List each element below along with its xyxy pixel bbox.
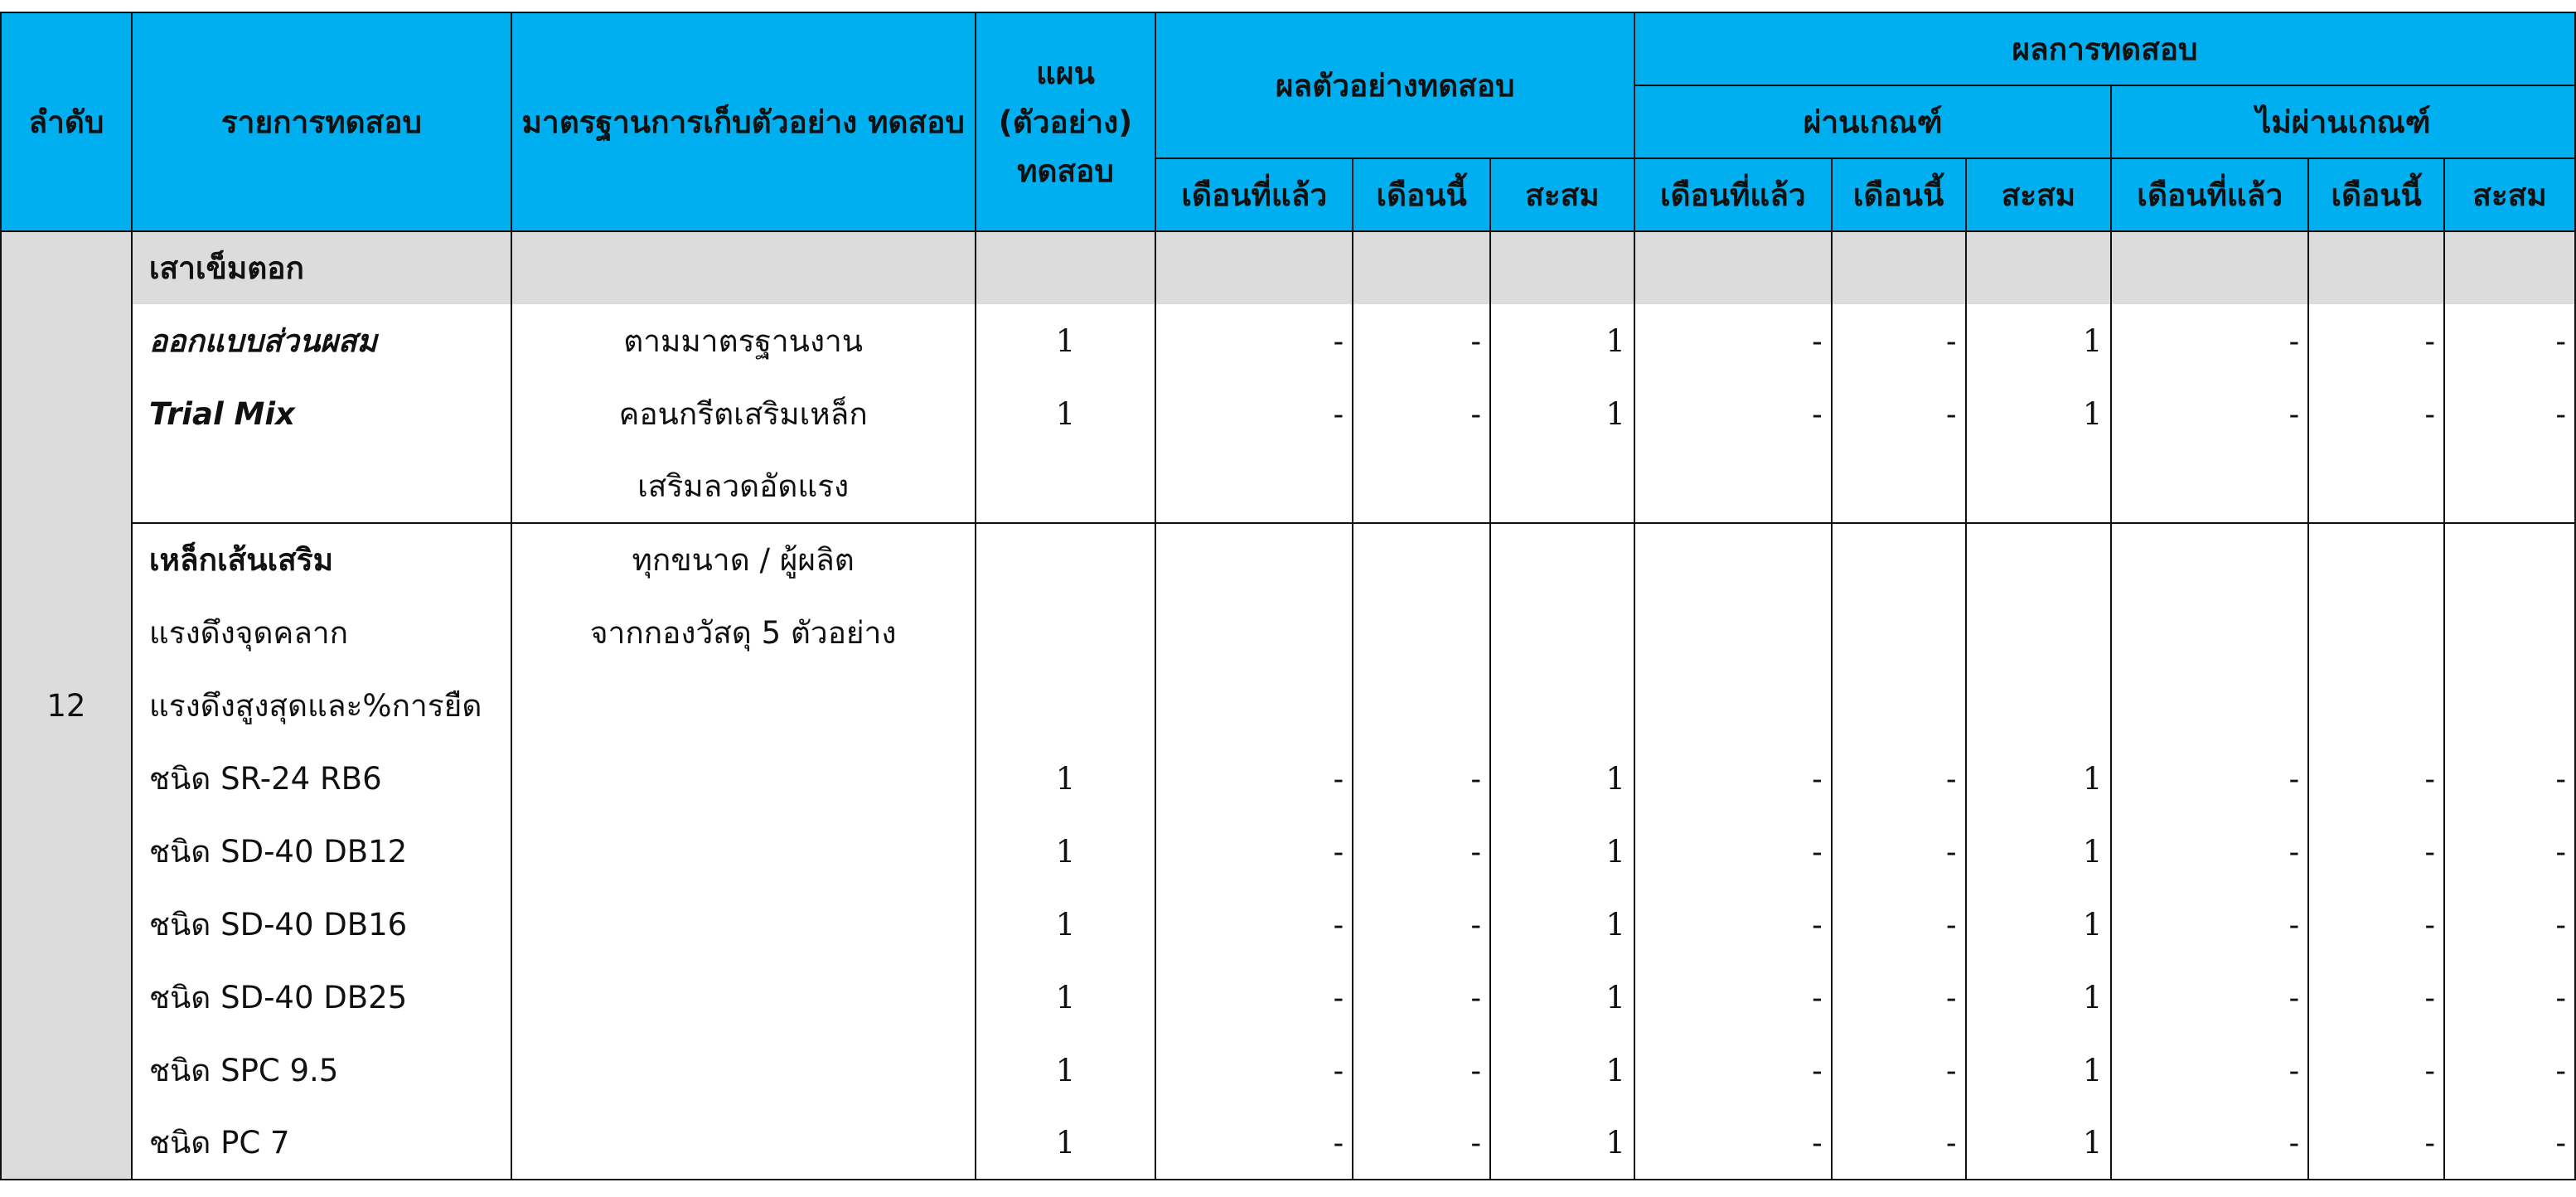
cell-sample-this-month: - — [1353, 377, 1490, 450]
cell-sample-last-month — [1155, 596, 1353, 669]
cell-pass-this-month: - — [1832, 1107, 1966, 1180]
cell-fail-this-month: - — [2308, 1107, 2444, 1180]
test-results-table — [0, 12, 2576, 1180]
cell-fail-this-month: - — [2308, 1034, 2444, 1107]
row-item: แรงดึงจุดคลาก — [132, 596, 511, 669]
cell-pass-last-month: - — [1634, 888, 1832, 961]
table-row — [1, 961, 2575, 1034]
row-item: ชนิด SD-40 DB12 — [132, 815, 511, 888]
cell-sample-cumulative: 1 — [1490, 742, 1634, 815]
header-fail: ไม่ผ่านเกณฑ์ — [2111, 85, 2575, 158]
cell-fail-this-month — [2308, 523, 2444, 596]
cell-fail-this-month — [2308, 596, 2444, 669]
cell-fail-cumulative — [2444, 669, 2575, 742]
cell-sample-this-month — [1353, 669, 1490, 742]
cell-pass-cumulative: 1 — [1966, 304, 2112, 377]
cell-sample-cumulative: 1 — [1490, 815, 1634, 888]
cell-fail-last-month — [2111, 523, 2308, 596]
cell-fail-last-month: - — [2111, 1107, 2308, 1180]
row-plan: 1 — [976, 815, 1156, 888]
cell-pass-this-month — [1832, 523, 1966, 596]
cell-fail-this-month: - — [2308, 961, 2444, 1034]
table-row — [1, 1107, 2575, 1180]
cell-pass-this-month — [1832, 596, 1966, 669]
row-plan: 1 — [976, 961, 1156, 1034]
cell-fail-last-month: - — [2111, 304, 2308, 377]
table-row — [1, 742, 2575, 815]
cell-sample-cumulative — [1490, 523, 1634, 596]
cell-sample-this-month: - — [1353, 961, 1490, 1034]
cell-pass-this-month: - — [1832, 377, 1966, 450]
cell-fail-cumulative: - — [2444, 815, 2575, 888]
cell-pass-cumulative — [1966, 523, 2112, 596]
cell-pass-cumulative — [1966, 669, 2112, 742]
cell-fail-last-month — [2111, 450, 2308, 523]
header-fail-last-month: เดือนที่แล้ว — [2111, 158, 2308, 231]
cell-sample-this-month: - — [1353, 888, 1490, 961]
cell-pass-cumulative: 1 — [1966, 961, 2112, 1034]
cell-fail-last-month — [2111, 669, 2308, 742]
cell-fail-this-month — [2308, 669, 2444, 742]
cell-sample-this-month: - — [1353, 304, 1490, 377]
header-fail-cumulative: สะสม — [2444, 158, 2575, 231]
cell-pass-cumulative — [1966, 596, 2112, 669]
row-standard — [511, 961, 976, 1034]
row-item: เหล็กเส้นเสริม — [132, 523, 511, 596]
cell-sample-last-month: - — [1155, 742, 1353, 815]
cell-fail-cumulative: - — [2444, 961, 2575, 1034]
table-row — [1, 888, 2575, 961]
header-standard: มาตรฐานการเก็บตัวอย่าง ทดสอบ — [511, 12, 976, 231]
cell-pass-this-month: - — [1832, 888, 1966, 961]
cell-fail-last-month: - — [2111, 1034, 2308, 1107]
cell-fail-this-month — [2308, 450, 2444, 523]
row-item: แรงดึงสูงสุดและ%การยืด — [132, 669, 511, 742]
cell-sample-cumulative: 1 — [1490, 1034, 1634, 1107]
cell-sample-cumulative: 1 — [1490, 377, 1634, 450]
row-standard — [511, 888, 976, 961]
cell-pass-last-month: - — [1634, 815, 1832, 888]
header-plan-line1: แผน — [1036, 55, 1095, 91]
cell-sample-this-month: - — [1353, 742, 1490, 815]
header-pass-cumulative: สะสม — [1966, 158, 2112, 231]
table-row — [1, 815, 2575, 888]
row-standard: ตามมาตรฐานงาน — [511, 304, 976, 377]
cell-sample-this-month: - — [1353, 1107, 1490, 1180]
header-test-results: ผลการทดสอบ — [1634, 12, 2575, 85]
cell-pass-last-month: - — [1634, 1034, 1832, 1107]
row-standard: ทุกขนาด / ผู้ผลิต — [511, 523, 976, 596]
table-row — [1, 377, 2575, 450]
header-plan — [976, 12, 1156, 231]
cell-pass-last-month: - — [1634, 377, 1832, 450]
row-item: ชนิด SD-40 DB25 — [132, 961, 511, 1034]
row-standard: คอนกรีตเสริมเหล็ก — [511, 377, 976, 450]
cell-fail-last-month: - — [2111, 815, 2308, 888]
cell-sample-this-month — [1353, 523, 1490, 596]
cell-sample-last-month: - — [1155, 377, 1353, 450]
cell-sample-cumulative — [1490, 450, 1634, 523]
cell-pass-cumulative: 1 — [1966, 1107, 2112, 1180]
table-row — [1, 523, 2575, 596]
cell-sample-this-month — [1353, 450, 1490, 523]
cell-fail-this-month: - — [2308, 742, 2444, 815]
cell-pass-this-month: - — [1832, 961, 1966, 1034]
row-plan — [976, 596, 1156, 669]
header-pass-last-month: เดือนที่แล้ว — [1634, 158, 1832, 231]
cell-fail-cumulative: - — [2444, 377, 2575, 450]
cell-pass-last-month: - — [1634, 961, 1832, 1034]
table-row — [1, 669, 2575, 742]
cell-pass-this-month: - — [1832, 815, 1966, 888]
cell-sample-cumulative: 1 — [1490, 1107, 1634, 1180]
cell-fail-cumulative — [2444, 523, 2575, 596]
row-item: Trial Mix — [132, 377, 511, 450]
row-standard — [511, 669, 976, 742]
header-pass: ผ่านเกณฑ์ — [1634, 85, 2111, 158]
row-plan — [976, 523, 1156, 596]
cell-fail-this-month: - — [2308, 815, 2444, 888]
cell-sample-last-month — [1155, 450, 1353, 523]
header-plan-line2: (ตัวอย่าง) — [998, 104, 1133, 140]
row-standard — [511, 1107, 976, 1180]
cell-fail-cumulative: - — [2444, 1107, 2575, 1180]
row-standard: จากกองวัสดุ 5 ตัวอย่าง — [511, 596, 976, 669]
header-item: รายการทดสอบ — [132, 12, 511, 231]
row-plan: 1 — [976, 304, 1156, 377]
row-item: ชนิด SD-40 DB16 — [132, 888, 511, 961]
cell-pass-cumulative: 1 — [1966, 888, 2112, 961]
cell-pass-this-month: - — [1832, 742, 1966, 815]
header-sample-results: ผลตัวอย่างทดสอบ — [1155, 12, 1634, 158]
cell-pass-this-month: - — [1832, 304, 1966, 377]
cell-sample-last-month — [1155, 669, 1353, 742]
row-plan: 1 — [976, 888, 1156, 961]
header-sample-last-month: เดือนที่แล้ว — [1155, 158, 1353, 231]
cell-sample-cumulative: 1 — [1490, 961, 1634, 1034]
cell-sample-this-month — [1353, 596, 1490, 669]
row-plan — [976, 669, 1156, 742]
cell-sample-last-month: - — [1155, 1034, 1353, 1107]
cell-pass-last-month — [1634, 450, 1832, 523]
cell-fail-cumulative: - — [2444, 1034, 2575, 1107]
cell-pass-this-month — [1832, 669, 1966, 742]
cell-pass-this-month — [1832, 450, 1966, 523]
cell-pass-this-month: - — [1832, 1034, 1966, 1107]
cell-pass-cumulative: 1 — [1966, 742, 2112, 815]
row-item: ชนิด PC 7 — [132, 1107, 511, 1180]
table-row — [1, 304, 2575, 377]
cell-fail-cumulative: - — [2444, 304, 2575, 377]
row-plan: 1 — [976, 377, 1156, 450]
cell-fail-cumulative: - — [2444, 888, 2575, 961]
cell-pass-last-month — [1634, 523, 1832, 596]
header-fail-this-month: เดือนนี้ — [2308, 158, 2444, 231]
header-sample-this-month: เดือนนี้ — [1353, 158, 1490, 231]
row-plan: 1 — [976, 742, 1156, 815]
category-label: เสาเข็มตอก — [132, 231, 511, 304]
header-pass-this-month: เดือนนี้ — [1832, 158, 1966, 231]
table-row — [1, 450, 2575, 523]
row-standard — [511, 742, 976, 815]
cell-sample-cumulative — [1490, 596, 1634, 669]
cell-pass-cumulative: 1 — [1966, 815, 2112, 888]
cell-fail-last-month: - — [2111, 961, 2308, 1034]
cell-fail-this-month: - — [2308, 888, 2444, 961]
row-standard — [511, 1034, 976, 1107]
cell-sample-last-month: - — [1155, 1107, 1353, 1180]
row-standard — [511, 815, 976, 888]
cell-sample-last-month: - — [1155, 961, 1353, 1034]
cell-pass-last-month: - — [1634, 1107, 1832, 1180]
row-item: ชนิด SPC 9.5 — [132, 1034, 511, 1107]
row-plan: 1 — [976, 1107, 1156, 1180]
cell-pass-cumulative: 1 — [1966, 377, 2112, 450]
cell-pass-last-month: - — [1634, 304, 1832, 377]
cell-pass-last-month — [1634, 669, 1832, 742]
cell-fail-cumulative: - — [2444, 742, 2575, 815]
cell-pass-last-month: - — [1634, 742, 1832, 815]
row-item — [132, 450, 511, 523]
cell-sample-cumulative: 1 — [1490, 304, 1634, 377]
cell-fail-last-month: - — [2111, 742, 2308, 815]
cell-sample-this-month: - — [1353, 1034, 1490, 1107]
cell-pass-last-month — [1634, 596, 1832, 669]
cell-fail-cumulative — [2444, 450, 2575, 523]
cell-sample-last-month: - — [1155, 304, 1353, 377]
row-item: ชนิด SR-24 RB6 — [132, 742, 511, 815]
cell-fail-cumulative — [2444, 596, 2575, 669]
cell-sample-cumulative — [1490, 669, 1634, 742]
cell-fail-last-month: - — [2111, 888, 2308, 961]
header-plan-line3: ทดสอบ — [1017, 153, 1114, 189]
cell-fail-this-month: - — [2308, 377, 2444, 450]
table-row — [1, 596, 2575, 669]
cell-sample-last-month: - — [1155, 888, 1353, 961]
row-item: ออกแบบส่วนผสม — [132, 304, 511, 377]
cell-fail-last-month — [2111, 596, 2308, 669]
table-row — [1, 1034, 2575, 1107]
row-plan: 1 — [976, 1034, 1156, 1107]
cell-pass-cumulative — [1966, 450, 2112, 523]
row-plan — [976, 450, 1156, 523]
cell-fail-this-month: - — [2308, 304, 2444, 377]
cell-sample-cumulative: 1 — [1490, 888, 1634, 961]
header-seq: ลำดับ — [1, 12, 132, 231]
cell-pass-cumulative: 1 — [1966, 1034, 2112, 1107]
header-sample-cumulative: สะสม — [1490, 158, 1634, 231]
cell-sample-this-month: - — [1353, 815, 1490, 888]
seq-number: 12 — [1, 231, 132, 1180]
cell-sample-last-month: - — [1155, 815, 1353, 888]
row-standard: เสริมลวดอัดแรง — [511, 450, 976, 523]
cell-fail-last-month: - — [2111, 377, 2308, 450]
cell-sample-last-month — [1155, 523, 1353, 596]
